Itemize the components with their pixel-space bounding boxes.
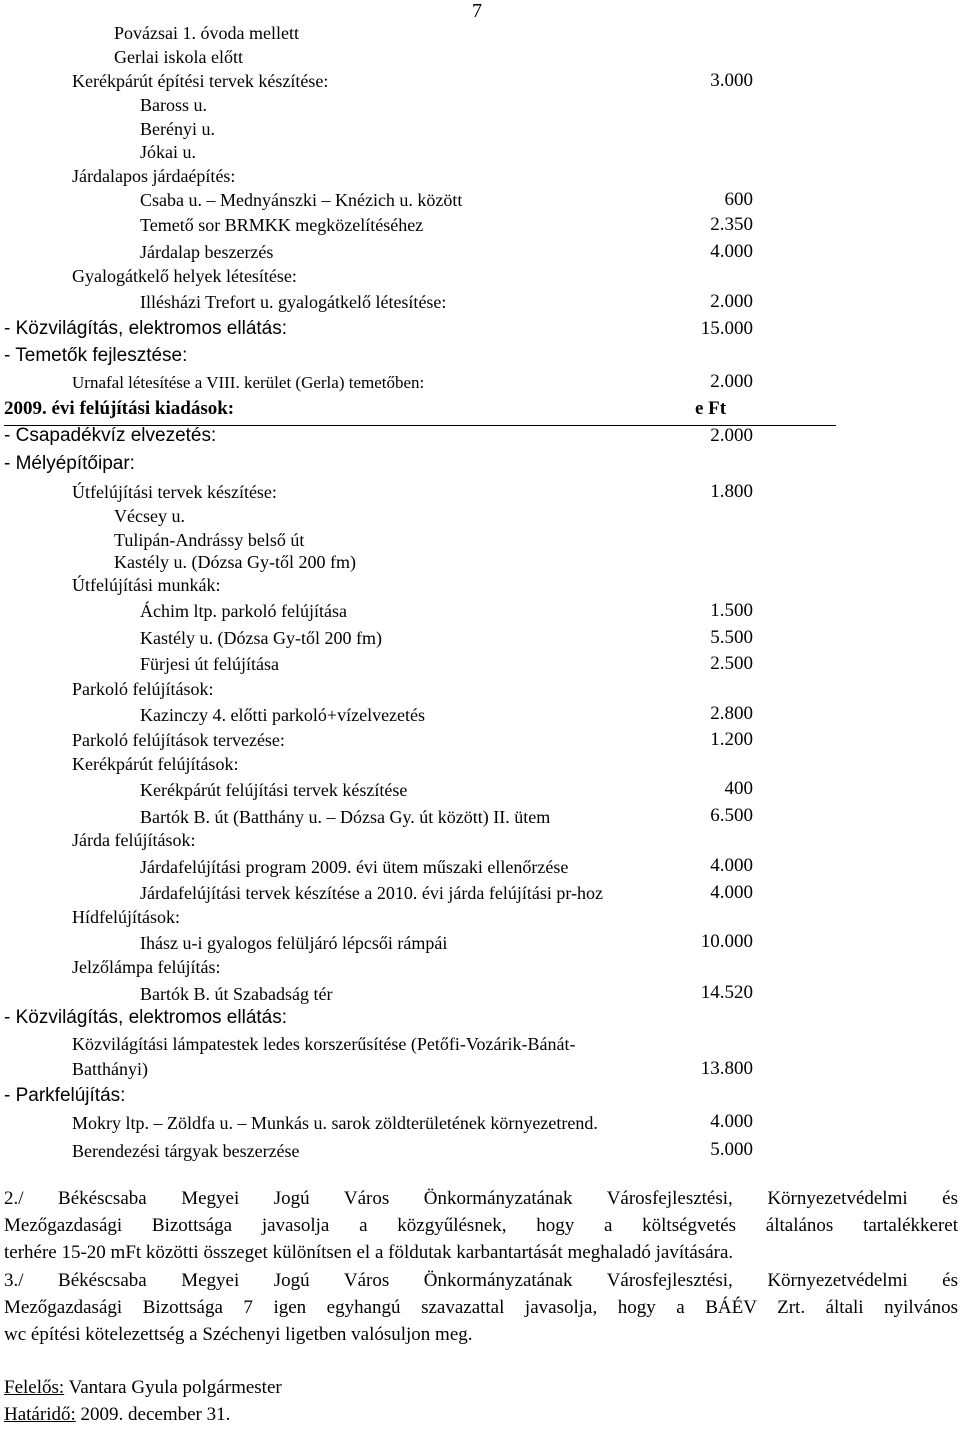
line-illeshazi-label: Illésházi Trefort u. gyalogátkelő létesítése: xyxy=(140,292,447,312)
line-jelzolampa: Jelzőlámpa felújítás: xyxy=(72,957,221,977)
value-jardafelujitasi-program: 4.000 xyxy=(710,855,753,876)
paragraph-2-line-1: 2./ Békéscsaba Megyei Jogú Város Önkormányzatának Városfejlesztési, Környezetvédelmi és xyxy=(4,1188,958,1209)
paragraph-3-line-3: wc építési kötelezettség a Széchenyi ligetben valósuljon meg. xyxy=(4,1324,473,1345)
unit-label: e Ft xyxy=(695,398,727,419)
hatarido-line xyxy=(4,1404,230,1426)
line-lampatest-line1: Közvilágítási lámpatestek ledes korszerűsítése (Petőfi-Vozárik-Bánát- xyxy=(72,1034,576,1054)
value-parkolo-tervezes: 1.200 xyxy=(710,729,753,750)
paragraph-2-line-3: terhére 15-20 mFt közötti összeget különítsen el a földutak karbantartását meghaladó javítására. xyxy=(4,1242,734,1263)
line-mokry-label: Mokry ltp. – Zöldfa u. – Munkás u. sarok zöldterületének környezetrend. xyxy=(72,1113,598,1133)
line-achim-label: Áchim ltp. parkoló felújítása xyxy=(140,601,347,621)
line-temetok: - Temetők fejlesztése: xyxy=(4,345,188,366)
paragraph-3-line-2: Mezőgazdasági Bizottsága 7 igen egyhangú szavazattal javasolja, hogy a BÁÉV Zrt. általi nyilvános xyxy=(4,1297,958,1318)
section-heading-2009: 2009. évi felújítási kiadások: xyxy=(4,398,235,419)
line-furjesi-label: Fürjesi út felújítása xyxy=(140,654,279,674)
line-jardalapos: Járdalapos járdaépítés: xyxy=(72,166,236,186)
hatarido-label: Határidő: xyxy=(4,1404,76,1425)
value-bartok1: 6.500 xyxy=(710,805,753,826)
line-kerekparut-tervek-label: Kerékpárút felújítási tervek készítése xyxy=(140,780,408,800)
line-melyepito: - Mélyépítőipar: xyxy=(4,453,135,474)
paragraph-3-line-1: 3./ Békéscsaba Megyei Jogú Város Önkormányzatának Városfejlesztési, Környezetvédelmi és xyxy=(4,1270,958,1291)
value-kozvilagitas: 15.000 xyxy=(700,318,753,339)
line-kazinczy-label: Kazinczy 4. előtti parkoló+vízelvezetés xyxy=(140,705,426,725)
felelos-line xyxy=(4,1377,282,1399)
value-csapadek: 2.000 xyxy=(710,425,753,446)
line-jokai: Jókai u. xyxy=(140,142,196,162)
line-vecsey: Vécsey u. xyxy=(114,506,185,526)
line-csaba-label: Csaba u. – Mednyánszki – Knézich u. között xyxy=(140,190,463,210)
line-parkolo-tervezes-label: Parkoló felújítások tervezése: xyxy=(72,730,285,750)
line-urnafal-label: Urnafal létesítése a VIII. kerület (Gerla) temetőben: xyxy=(72,373,425,392)
value-berendezesi: 5.000 xyxy=(710,1139,753,1160)
value-kerekparut-tervek: 400 xyxy=(724,778,753,799)
hatarido-value: 2009. december 31. xyxy=(75,1404,231,1425)
line-baross: Baross u. xyxy=(140,95,207,115)
line-bartok1-label: Bartók B. út (Batthány u. – Dózsa Gy. út között) II. ütem xyxy=(140,807,551,827)
value-furjesi: 2.500 xyxy=(710,653,753,674)
line-temeto-sor-label: Temető sor BRMKK megközelítéséhez xyxy=(140,215,424,235)
line-gyalogatkelo: Gyalogátkelő helyek létesítése: xyxy=(72,266,297,286)
value-jardalap: 4.000 xyxy=(710,241,753,262)
line-csapadek-label: - Csapadékvíz elvezetés: xyxy=(4,425,217,446)
line-berenyi: Berényi u. xyxy=(140,119,215,139)
line-kozvilagitas2: - Közvilágítás, elektromos ellátás: xyxy=(4,1007,288,1028)
value-kastely2: 5.500 xyxy=(710,627,753,648)
value-utfelujitasi-tervek: 1.800 xyxy=(710,481,753,502)
value-kazinczy: 2.800 xyxy=(710,703,753,724)
line-berendezesi-label: Berendezési tárgyak beszerzése xyxy=(72,1141,300,1161)
paragraph-2-line-2: Mezőgazdasági Bizottsága javasolja a közgyűlésnek, hogy a költségvetés általános tartalékkeret xyxy=(4,1215,958,1236)
line-jarda-felujitasok: Járda felújítások: xyxy=(72,830,196,850)
line-kerekparut-felujitasok: Kerékpárút felújítások: xyxy=(72,754,239,774)
line-kerekpar-terv-label: Kerékpárút építési tervek készítése: xyxy=(72,71,329,91)
line-lampatest-line2: Batthányi) xyxy=(72,1059,148,1079)
line-utfelujitasi-munkak: Útfelújítási munkák: xyxy=(72,575,221,595)
line-jardafelujitasi-program-label: Járdafelújítási program 2009. évi ütem műszaki ellenőrzése xyxy=(140,857,569,877)
line-parkolo-felujitasok: Parkoló felújítások: xyxy=(72,679,214,699)
value-jardafelujitasi-tervek: 4.000 xyxy=(710,882,753,903)
value-bartok2: 14.520 xyxy=(700,982,753,1003)
paragraph-3 xyxy=(4,1267,958,1348)
line-parkfelujitas: - Parkfelújítás: xyxy=(4,1085,126,1106)
page-number: 7 xyxy=(472,0,482,22)
line-kastely1: Kastély u. (Dózsa Gy-től 200 fm) xyxy=(114,552,356,572)
line-bartok2-label: Bartók B. út Szabadság tér xyxy=(140,984,333,1004)
value-temeto-sor: 2.350 xyxy=(710,214,753,235)
line-jardafelujitasi-tervek-label: Járdafelújítási tervek készítése a 2010. évi járda felújítási pr-hoz xyxy=(140,883,603,903)
value-csaba: 600 xyxy=(724,189,753,210)
line-kastely2-label: Kastély u. (Dózsa Gy-től 200 fm) xyxy=(140,628,382,648)
line-tulipan: Tulipán-Andrássy belső út xyxy=(114,530,305,550)
value-urnafal: 2.000 xyxy=(710,371,753,392)
line-ihasz-label: Ihász u-i gyalogos felüljáró lépcsői rámpái xyxy=(140,933,448,953)
line-povazsai: Povázsai 1. óvoda mellett xyxy=(114,23,299,43)
value-lampatest: 13.800 xyxy=(700,1058,753,1079)
value-ihasz: 10.000 xyxy=(700,931,753,952)
value-kerekpar-terv: 3.000 xyxy=(710,70,753,91)
value-mokry: 4.000 xyxy=(710,1111,753,1132)
felelos-label: Felelős: xyxy=(4,1377,65,1398)
paragraph-2 xyxy=(4,1185,958,1266)
line-jardalap-label: Járdalap beszerzés xyxy=(140,242,274,262)
line-kozvilagitas-label: - Közvilágítás, elektromos ellátás: xyxy=(4,318,288,339)
felelos-value: Vantara Gyula polgármester xyxy=(64,1377,282,1398)
value-achim: 1.500 xyxy=(710,600,753,621)
line-utfelujitasi-tervek-label: Útfelújítási tervek készítése: xyxy=(72,482,277,502)
line-gerlai: Gerlai iskola előtt xyxy=(114,47,243,67)
value-illeshazi: 2.000 xyxy=(710,291,753,312)
line-hidfelujitasok: Hídfelújítások: xyxy=(72,907,180,927)
